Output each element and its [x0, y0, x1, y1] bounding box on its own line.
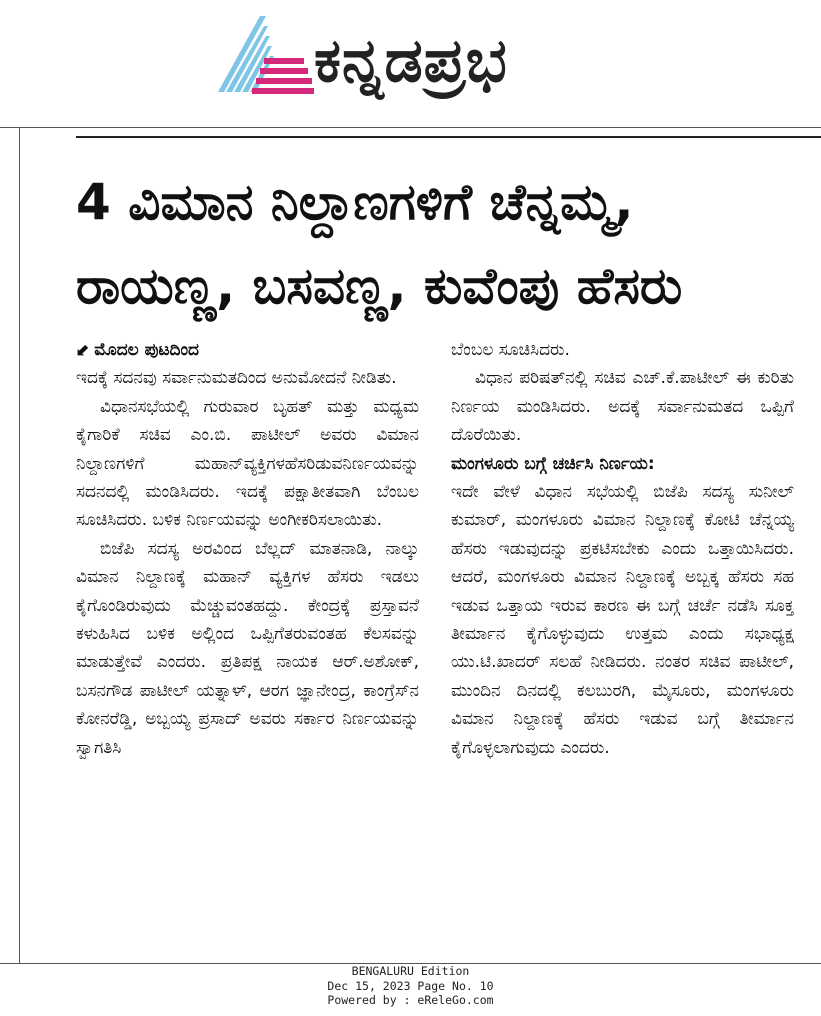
pyramid-stripes-logo	[214, 12, 314, 100]
continued-from-front-label	[76, 336, 419, 364]
headline-line-1: 4 ವಿಮಾನ ನಿಲ್ದಾಣಗಳಿಗೆ ಚೆನ್ನಮ್ಮ,	[76, 173, 634, 231]
top-divider	[0, 127, 821, 128]
headline-line-2: ರಾಯಣ್ಣ, ಬಸವಣ್ಣ, ಕುವೆಂಪು ಹೆಸರು	[76, 257, 683, 315]
headline-top-rule	[76, 136, 821, 138]
subheading: ಮಂಗಳೂರು ಬಗ್ಗೆ ಚರ್ಚಿಸಿ ನಿರ್ಣಯ:	[451, 453, 655, 474]
page-footer	[0, 964, 821, 1008]
jump-text: ಮೊದಲ ಪುಟದಿಂದ	[94, 340, 200, 360]
left-margin-rule	[19, 127, 20, 963]
paragraph: ವಿಧಾನ ಪರಿಷತ್‌ನಲ್ಲಿ ಸಚಿವ ಎಚ್.ಕೆ.ಪಾಟೀಲ್ ಈ ಕುರಿತು ನಿರ್ಣಯ ಮಂಡಿಸಿದರು. ಅದಕ್ಕೆ ಸರ್ವಾನುಮತದ ಒಪ್ಪಿಗೆ ದೊರೆಯಿತು.	[451, 368, 794, 446]
date-page-label: Dec 15, 2023 Page No. 10	[327, 978, 494, 993]
paragraph: ಇದಕ್ಕೆ ಸದನವು ಸರ್ವಾನುಮತದಿಂದ ಅನುಮೋದನೆ ನೀಡಿತು.	[76, 368, 397, 389]
paragraph: ವಿಧಾನಸಭೆಯಲ್ಲಿ ಗುರುವಾರ ಬೃಹತ್ ಮತ್ತು ಮಧ್ಯಮ ಕೈಗಾರಿಕೆ ಸಚಿವ ಎಂ.ಬಿ. ಪಾಟೀಲ್ ಅವರು ವಿಮಾನ ನಿಲ್ದಾಣಗಳಿಗೆ ಮಹಾನ್‌ವ್ಯಕ್ತಿಗಳಹೆಸರಿಡುವನಿರ್ಣಯವನ್ನು ಸದನದಲ್ಲಿ ಮಂಡಿಸಿದರು. ಇದಕ್ಕೆ ಪಕ್ಷಾತೀತವಾಗಿ ಬೆಂಬಲ ಸೂಚಿಸಿದರು. ಬಳಿಕ ನಿರ್ಣಯವನ್ನು ಅಂಗೀಕರಿಸಲಾಯಿತು.	[76, 396, 419, 531]
edition-label: BENGALURU Edition	[351, 964, 470, 978]
article-column-right	[451, 336, 794, 762]
arrow-down-left-icon: ⬋	[76, 340, 91, 360]
masthead	[0, 0, 821, 125]
article-column-left	[76, 336, 419, 762]
paragraph: ಬೆಂಬಲ ಸೂಚಿಸಿದರು.	[451, 340, 570, 360]
masthead-title: ಕನ್ನಡಪ್ರಭ	[314, 26, 508, 96]
paragraph: ಇದೇ ವೇಳೆ ವಿಧಾನ ಸಭೆಯಲ್ಲಿ ಬಿಜೆಪಿ ಸದಸ್ಯ ಸುನೀಲ್ ಕುಮಾರ್, ಮಂಗಳೂರು ವಿಮಾನ ನಿಲ್ದಾಣಕ್ಕೆ ಕೋಟಿ ಚೆನ್ನಯ್ಯ ಹೆಸರು ಇಡುವುದನ್ನು ಪ್ರಕಟಿಸಬೇಕು ಎಂದು ಒತ್ತಾಯಿಸಿದರು. ಆದರೆ, ಮಂಗಳೂರು ವಿಮಾನ ನಿಲ್ದಾಣಕ್ಕೆ ಅಬ್ಬಕ್ಕ ಹೆಸರು ಸಹ ಇಡುವ ಒತ್ತಾಯ ಇರುವ ಕಾರಣ ಈ ಬಗ್ಗೆ ಚರ್ಚೆ ನಡೆಸಿ ಸೂಕ್ತ ತೀರ್ಮಾನ ಕೈಗೊಳ್ಳುವುದು ಉತ್ತಮ ಎಂದು ಸಭಾಧ್ಯಕ್ಷ ಯು.ಟಿ.ಖಾದರ್ ಸಲಹೆ ನೀಡಿದರು. ನಂತರ ಸಚಿವ ಪಾಟೀಲ್, ಮುಂದಿನ ದಿನದಲ್ಲಿ ಕಲಬುರಗಿ, ಮೈಸೂರು, ಮಂಗಳೂರು ವಿಮಾನ ನಿಲ್ದಾಣಕ್ಕೆ ಹೆಸರು ಇಡುವ ಬಗ್ಗೆ ತೀರ್ಮಾನ ಕೈಗೊಳ್ಳಲಾಗುವುದು ಎಂದರು.	[451, 482, 794, 758]
powered-by-label: Powered by : eReleGo.com	[327, 993, 494, 1007]
paragraph: ಬಿಜೆಪಿ ಸದಸ್ಯ ಅರವಿಂದ ಬೆಲ್ಲದ್ ಮಾತನಾಡಿ, ನಾಲ್ಕು ವಿಮಾನ ನಿಲ್ದಾಣಕ್ಕೆ ಮಹಾನ್ ವ್ಯಕ್ತಿಗಳ ಹೆಸರು ಇಡಲು ಕೈಗೊಂಡಿರುವುದು ಮೆಚ್ಚುವಂತಹದ್ದು. ಕೇಂದ್ರಕ್ಕೆ ಪ್ರಸ್ತಾವನೆ ಕಳುಹಿಸಿದ ಬಳಿಕ ಅಲ್ಲಿಂದ ಒಪ್ಪಿಗೆತರುವಂತಹ ಕೆಲಸವನ್ನು ಮಾಡುತ್ತೇವೆ ಎಂದರು. ಪ್ರತಿಪಕ್ಷ ನಾಯಕ ಆರ್.ಅಶೋಕ್, ಬಸನಗೌಡ ಪಾಟೀಲ್ ಯತ್ನಾಳ್, ಆರಗ ಜ್ಞಾನೇಂದ್ರ, ಕಾಂಗ್ರೆಸ್‌ನ ಕೋನರೆಡ್ಡಿ, ಅಬ್ಬಯ್ಯ ಪ್ರಸಾದ್ ಅವರು ಸರ್ಕಾರ ನಿರ್ಣಯವನ್ನು ಸ್ವಾಗತಿಸಿ	[76, 538, 419, 758]
headline	[76, 160, 816, 328]
